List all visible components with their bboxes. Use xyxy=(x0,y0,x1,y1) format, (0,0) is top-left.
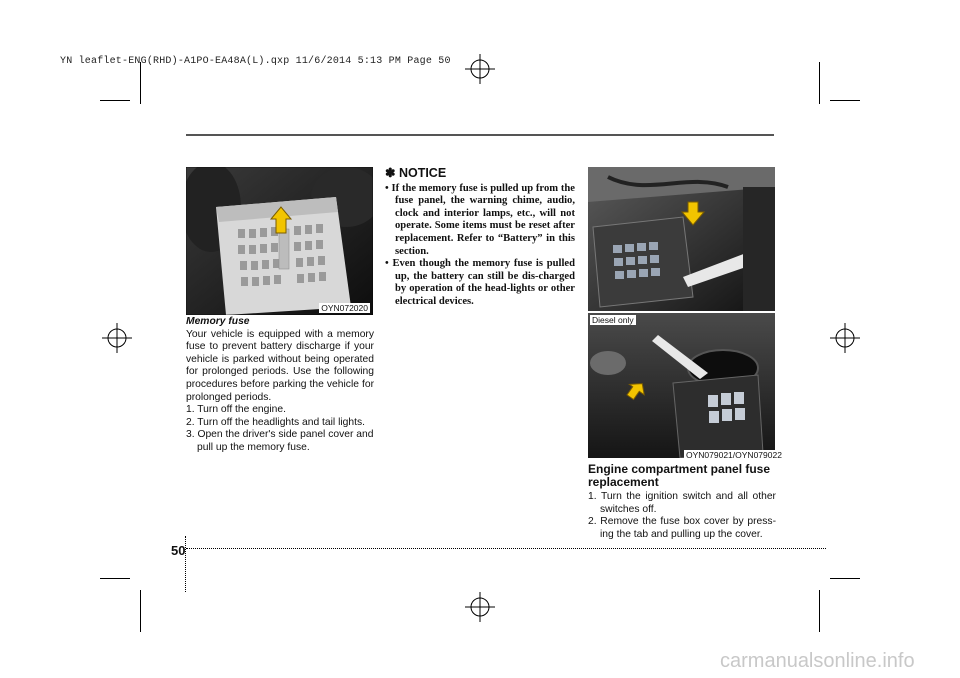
step-item: 2. Remove the fuse box cover by press-ing the tab and pulling up the cover. xyxy=(588,516,776,540)
crop-mark xyxy=(819,62,820,104)
notice-title: ✽ NOTICE xyxy=(385,166,447,180)
registration-mark-icon xyxy=(465,54,495,84)
notice-bullet: • Even though the memory fuse is pulled up, the battery can still be dis-charged by operation of the head-lights or other electrical devices. xyxy=(385,258,575,307)
step-item: 1. Turn off the engine. xyxy=(186,404,286,416)
crop-mark xyxy=(140,590,141,632)
memory-fuse-photo xyxy=(186,167,373,315)
registration-mark-icon xyxy=(830,323,860,353)
diesel-only-label: Diesel only xyxy=(592,315,634,325)
notice-box xyxy=(385,167,575,309)
memory-fuse-paragraph: Your vehicle is equipped with a memory fuse to prevent battery discharge if your vehicle is parked without being operated for prolonged periods. Use the following procedures before parking the vehicle for prolonged periods. xyxy=(186,328,374,403)
notice-bullet: • If the memory fuse is pulled up from the fuse panel, the warning chime, audio, clock and interior lamps, etc., will not operate. Some items must be reset after replacement. Refer to “Battery” in this section. xyxy=(385,182,575,257)
header-rule xyxy=(186,134,774,136)
slug-line: YN leaflet-ENG(RHD)-A1PO-EA48A(L).qxp 11/6/2014 5:13 PM Page 50 xyxy=(60,56,451,67)
diesel-fuse-box-photo xyxy=(588,313,775,458)
step-item: 1. Turn the ignition switch and all other switches off. xyxy=(588,491,776,515)
crop-mark xyxy=(100,578,130,579)
crop-mark xyxy=(819,590,820,632)
crop-mark xyxy=(140,62,141,104)
step-item: 2. Turn off the headlights and tail lights. xyxy=(186,416,365,428)
page-number: 50 xyxy=(171,543,186,558)
photo-code-label: OYN079021/OYN079022 xyxy=(686,450,782,460)
step-item: 3. Open the driver's side panel cover and pull up the memory fuse. xyxy=(186,429,374,453)
crop-mark xyxy=(830,100,860,101)
memory-fuse-subheading: Memory fuse xyxy=(186,316,250,327)
footer-rule xyxy=(186,548,826,549)
engine-panel-fuse-heading: Engine compartment panel fuse replacement xyxy=(588,462,771,489)
photo-code-label: OYN072020 xyxy=(321,303,368,313)
engine-fuse-box-photo xyxy=(588,167,775,311)
crop-mark xyxy=(100,100,130,101)
memory-fuse-section xyxy=(186,316,374,455)
watermark: carmanualsonline.info xyxy=(720,650,915,672)
crop-mark xyxy=(830,578,860,579)
registration-mark-icon xyxy=(102,323,132,353)
registration-mark-icon xyxy=(465,592,495,622)
engine-panel-steps xyxy=(588,491,776,541)
